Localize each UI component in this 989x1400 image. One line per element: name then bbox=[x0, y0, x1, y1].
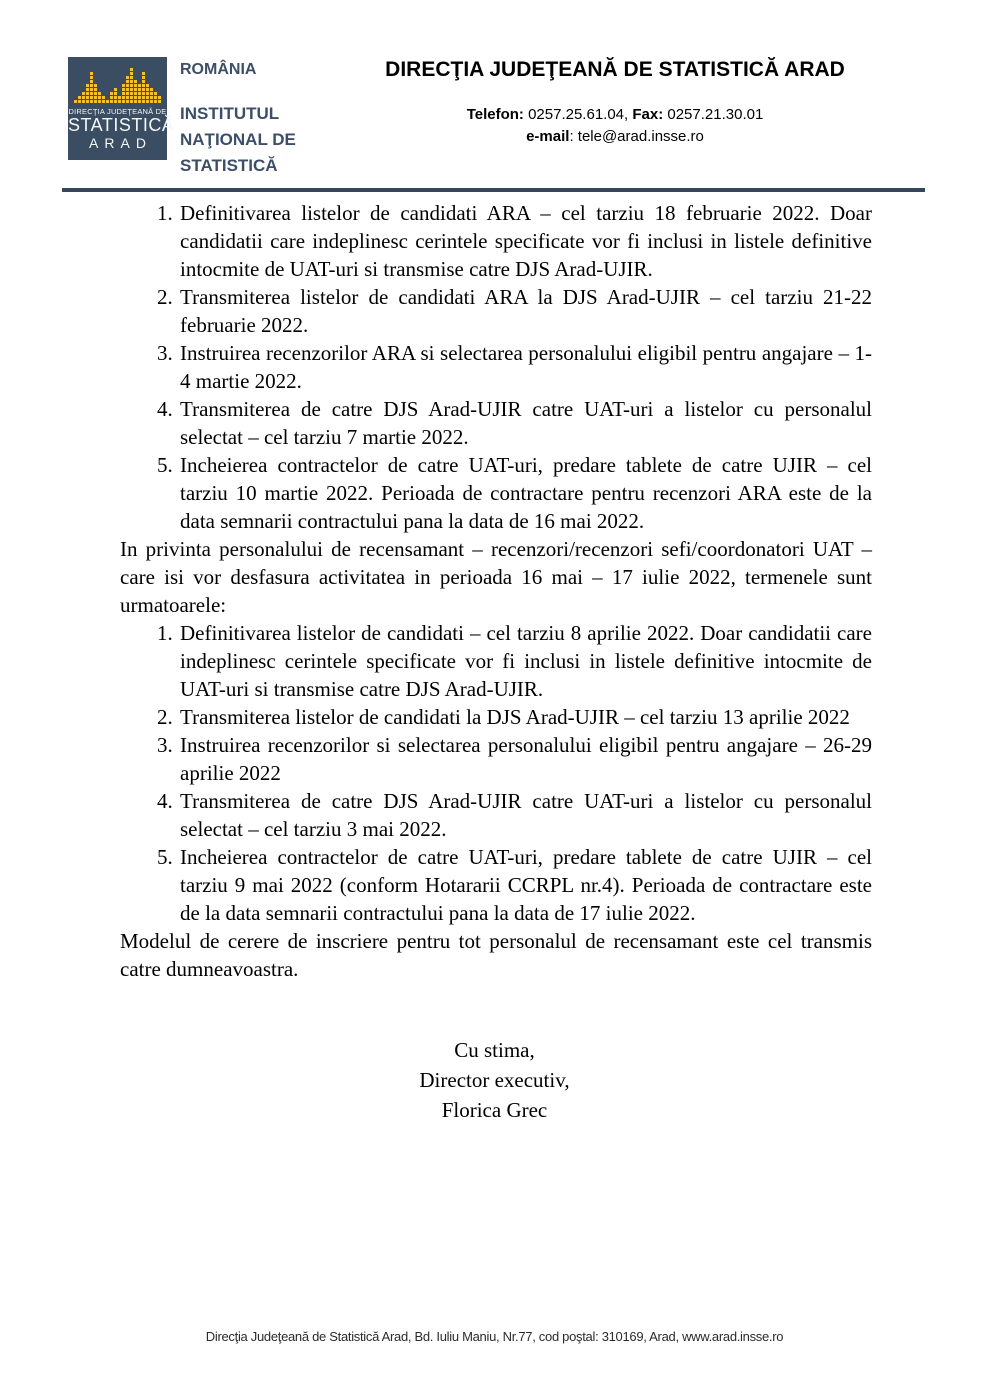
page-title: DIRECŢIA JUDEŢEANĂ DE STATISTICĂ ARAD bbox=[385, 58, 845, 81]
list-item: 4. Transmiterea de catre DJS Arad-UJIR catre UAT-uri a listelor cu personalul selectat – cel tarziu 3 mai 2022. bbox=[178, 787, 872, 843]
list-item: 5. Incheierea contractelor de catre UAT-uri, predare tablete de catre UJIR – cel tarziu 9 mai 2022 (conform Hotararii CCRPL nr.4). Perioada de contractare este de la data semnarii contractului pana la data de 17 iulie 2022. bbox=[178, 843, 872, 927]
contact-phone-line bbox=[305, 104, 925, 126]
phone-value: 0257.25.61.04, bbox=[523, 106, 633, 123]
fax-value: 0257.21.30.01 bbox=[663, 106, 764, 123]
institute-line-1: INSTITUTUL bbox=[180, 104, 280, 123]
list-item: 5. Incheierea contractelor de catre UAT-uri, predare tablete de catre UJIR – cel tarziu 10 martie 2022. Perioada de contractare pentru recenzori ARA este de la data semnarii contractului pana la data de 16 mai 2022. bbox=[178, 451, 872, 535]
page-footer bbox=[0, 1329, 989, 1344]
list-item: 1. Definitivarea listelor de candidati – cel tarziu 8 aprilie 2022. Doar candidatii care indeplinesc cerintele specificate vor fi inclusi in listele definitive intocmite de UAT-uri si transmise catre DJS Arad-UJIR. bbox=[178, 619, 872, 703]
list-item: 2. Transmiterea listelor de candidati la DJS Arad-UJIR – cel tarziu 13 aprilie 2022 bbox=[178, 703, 872, 731]
statistics-logo bbox=[68, 57, 175, 160]
header-divider bbox=[62, 188, 925, 192]
contact-block bbox=[305, 104, 925, 148]
list-item: 2. Transmiterea listelor de candidati ARA la DJS Arad-UJIR – cel tarziu 21-22 februarie 2022. bbox=[178, 283, 872, 339]
closing-paragraph: Modelul de cerere de inscriere pentru tot personalul de recensamant este cel transmis catre dumneavoastra. bbox=[120, 929, 872, 981]
footer-text: Direcţia Judeţeană de Statistică Arad, Bd. Iuliu Maniu, Nr.77, cod poştal: 310169, Arad, www.arad.insse.ro bbox=[205, 1329, 784, 1344]
ara-deadline-list bbox=[120, 199, 872, 535]
phone-label: Telefon: bbox=[466, 106, 524, 123]
signature-block bbox=[0, 1035, 989, 1125]
institute-line-2: NAŢIONAL DE bbox=[180, 130, 296, 149]
list-item: 3. Instruirea recenzorilor si selectarea personalului eligibil pentru angajare – 26-29 aprilie 2022 bbox=[178, 731, 872, 787]
logo-caption-small: DIRECŢIA JUDEŢEANĂ DE bbox=[68, 107, 167, 116]
header-title-block bbox=[305, 57, 925, 148]
institute-line-3: STATISTICĂ bbox=[180, 156, 278, 175]
list-item: 4. Transmiterea de catre DJS Arad-UJIR catre UAT-uri a listelor cu personalul selectat – cel tarziu 7 martie 2022. bbox=[178, 395, 872, 451]
signature-role: Director executiv, bbox=[419, 1068, 570, 1092]
logo-caption-city: ARAD bbox=[89, 135, 152, 151]
letterhead bbox=[68, 57, 925, 179]
uat-intro-paragraph: In privinta personalului de recensamant – recenzori/recenzori sefi/coordonatori UAT – care isi vor desfasura activitatea in perioada 16 mai – 17 iulie 2022, termenele sunt urmatoarele: bbox=[120, 537, 872, 617]
institute-country: ROMÂNIA bbox=[180, 61, 257, 78]
logo-caption-main: STATISTICĂ bbox=[68, 115, 175, 135]
fax-label: Fax: bbox=[632, 106, 664, 123]
institute-block bbox=[180, 57, 305, 179]
list-item: 1. Definitivarea listelor de candidati ARA – cel tarziu 18 februarie 2022. Doar candidatii care indeplinesc cerintele specificate vor fi inclusi in listele definitive intocmite de UAT-uri si transmise catre DJS Arad-UJIR. bbox=[178, 199, 872, 283]
contact-email-line bbox=[305, 126, 925, 148]
letter-body bbox=[0, 199, 989, 1125]
signature-salutation: Cu stima, bbox=[454, 1038, 535, 1062]
list-item: 3. Instruirea recenzorilor ARA si selectarea personalului eligibil pentru angajare – 1-4 martie 2022. bbox=[178, 339, 872, 395]
uat-deadline-list bbox=[120, 619, 872, 927]
signature-name: Florica Grec bbox=[441, 1098, 548, 1122]
email-value: : tele@arad.insse.ro bbox=[569, 128, 704, 145]
logo-skyline-icon bbox=[74, 64, 162, 104]
email-label: e-mail bbox=[526, 128, 570, 145]
institute-name bbox=[180, 101, 305, 179]
